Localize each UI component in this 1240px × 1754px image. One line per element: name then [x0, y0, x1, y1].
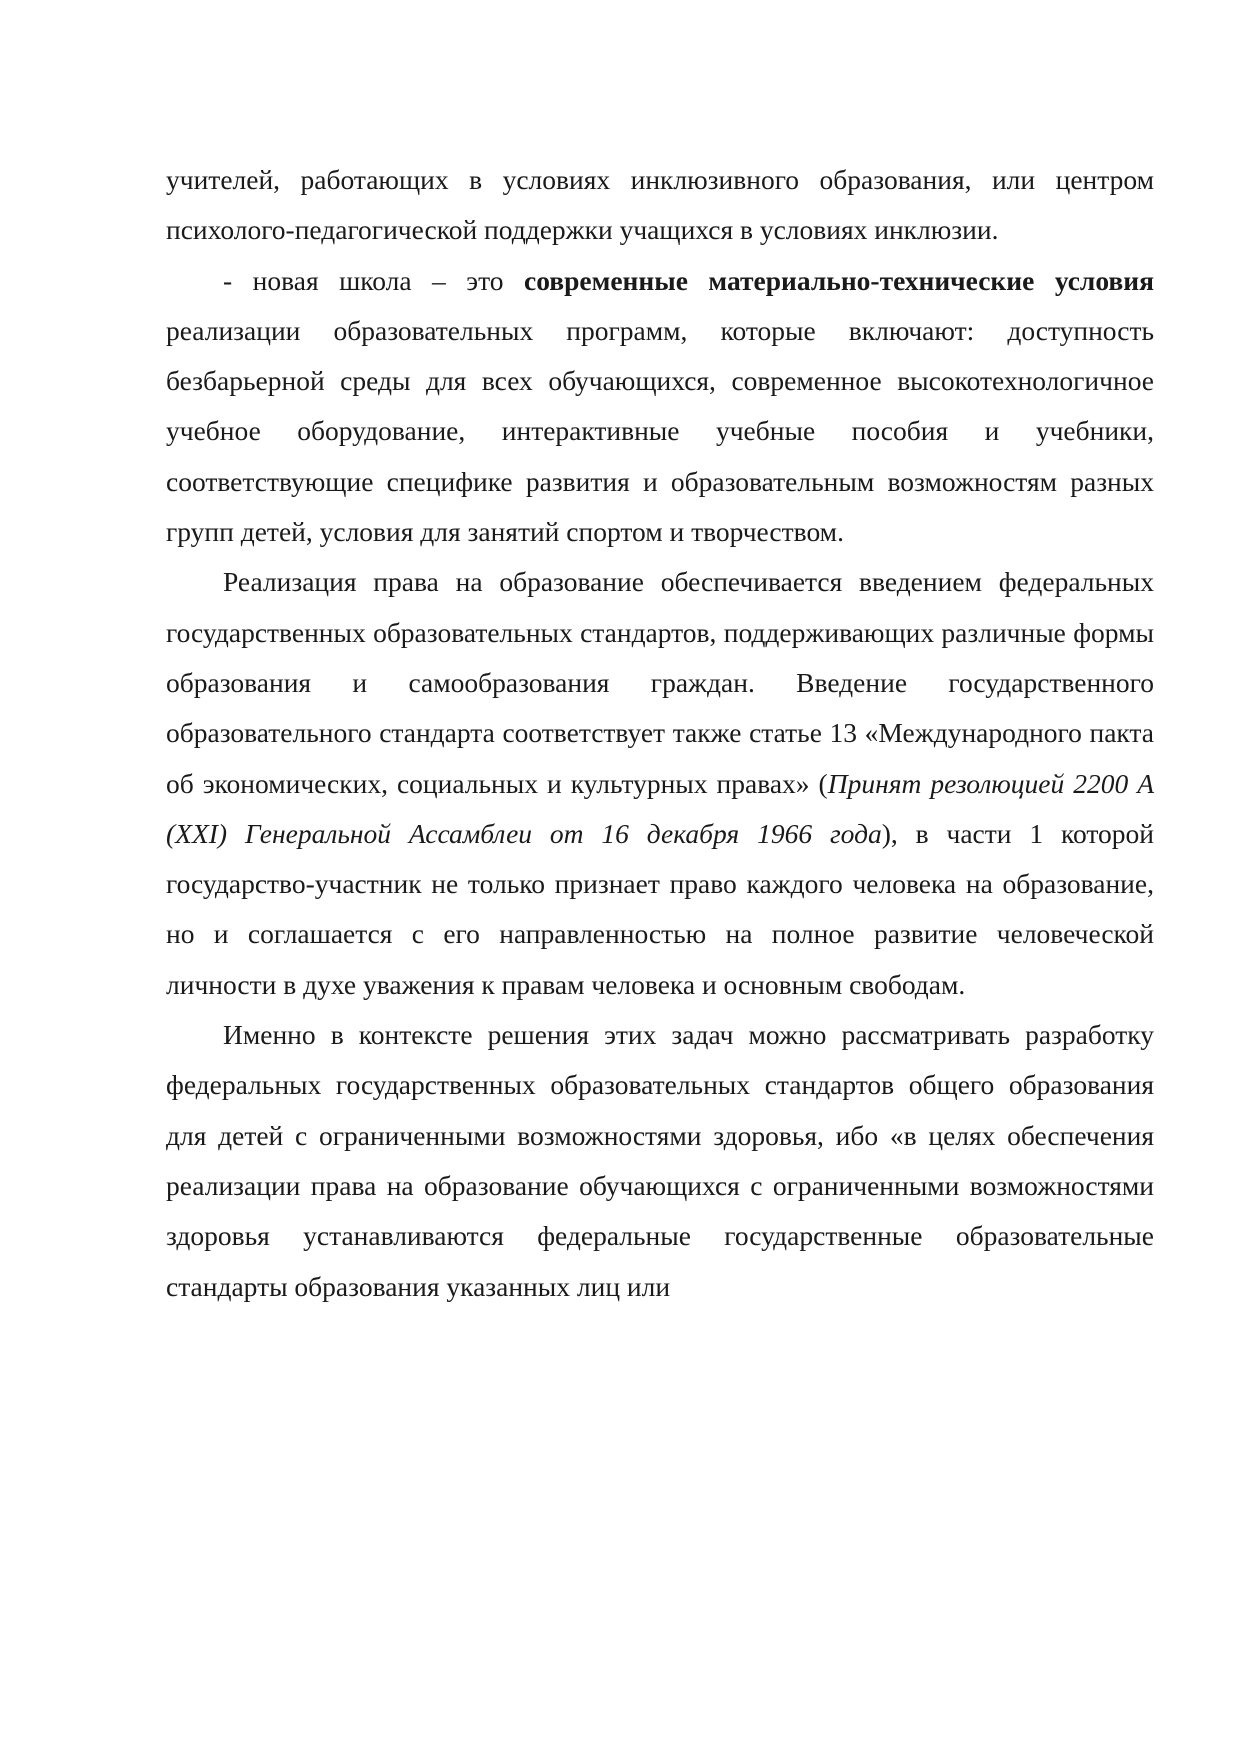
paragraph-new-school-emphasis: современные материально-технические условия — [524, 264, 1154, 296]
paragraph-right-to-education — [166, 557, 1154, 1010]
paragraph-new-school — [166, 256, 1154, 558]
paragraph-continuation: учителей, работающих в условиях инклюзивного образования, или центром психолого-педагогической поддержки учащихся в условиях инклюзии. — [166, 164, 1154, 246]
paragraph-right-to-education-citation: Принят резолюцией 2200 А (XXI) Генеральной Ассамблеи от 16 декабря 1966 года — [166, 767, 1155, 849]
paragraph-standards-context: Именно в контексте решения этих задач можно рассматривать разработку федеральных государственных образовательных стандартов общего образования для детей с ограниченными возможностями здоровья, ибо «в целях обеспечения реализации права на образование обучающихся с ограниченными возможностями здоровья устанавливаются федеральные государственные образовательные стандарты образования указанных лиц или — [166, 1019, 1154, 1302]
paragraph-new-school-lead: - новая школа – это — [223, 264, 524, 296]
document-body — [166, 155, 1154, 1312]
paragraph-right-to-education-lead: Реализация права на образование обеспечивается введением федеральных государственных образовательных стандартов, поддерживающих различные формы образования и самообразования граждан. Введение государственного образовательного стандарта соответствует также статье 13 «Международного пакта об экономических, социальных и культурных правах» ( — [166, 566, 1154, 799]
paragraph-new-school-rest: реализации образовательных программ, которые включают: доступность безбарьерной среды для всех обучающихся, современное высокотехнологичное учебное оборудование, интерактивные учебные пособия и учебники, соответствующие специфике развития и образовательным возможностям разных групп детей, условия для занятий спортом и творчеством. — [166, 314, 1154, 548]
paragraph-right-to-education-rest: ), в части 1 которой государство-участник не только признает право каждого человека на образование, но и соглашается с его направленностью на полное развитие человеческой личности в духе уважения к правам человека и основным свободам. — [166, 817, 1154, 1000]
